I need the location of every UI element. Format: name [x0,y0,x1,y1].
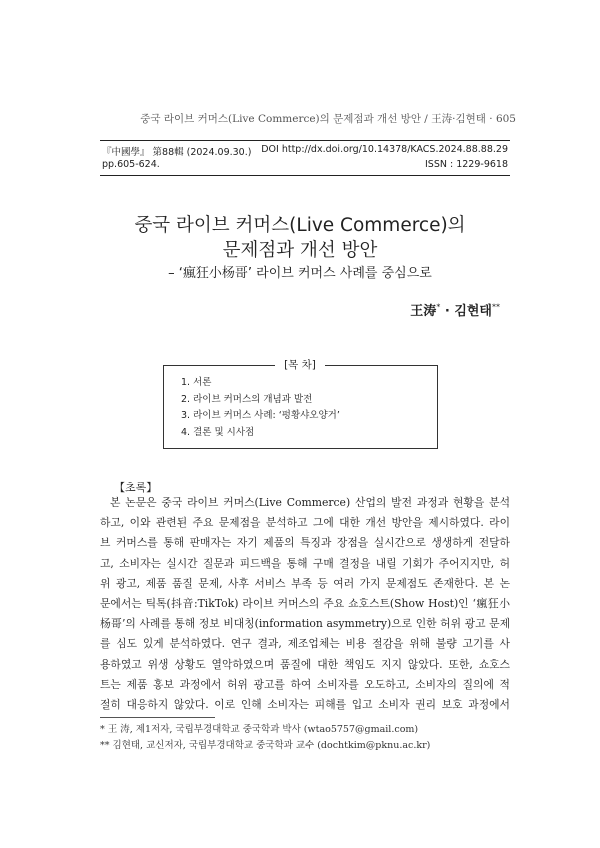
abstract-line: 본 논문은 중국 라이브 커머스(Live Commerce) 산업의 발전 과정과 현황을 분석 [110,496,510,509]
abstract-line: 고, 소비자는 실시간 질문과 피드백을 통해 구매 결정을 내릴 기회가 주어지지만, 허 [100,556,510,570]
abstract-label: 【초록】 [114,481,158,494]
toc-item[interactable]: 1. 서론 [181,377,212,388]
paper-subtitle: – ‘瘋狂小杨哥’ 라이브 커머스 사례를 중심으로 [168,266,432,281]
abstract-line: 杨哥’의 사례를 통해 정보 비대칭(information asymmetry)으로 인한 허위 광고 문제 [100,617,510,631]
publication-info-box [100,140,510,176]
abstract-line: 절히 대응하지 않았다. 이로 인해 소비자는 피해를 입고 소비자 권리 보호 과정에서 [100,697,510,711]
footnote-author-2: ** 김현태, 교신저자, 국립부경대학교 중국학과 교수 (dochtkim@pknu.ac.kr) [100,740,431,751]
table-of-contents [163,365,438,449]
toc-item[interactable]: 3. 라이브 커머스 사례: ‘펑황샤오양거’ [181,410,340,421]
paper-title-line-1: 중국 라이브 커머스(Live Commerce)의 [134,215,466,236]
abstract-line: 를 심도 있게 분석하였다. 연구 결과, 제조업체는 비용 절감을 위해 불량 고기를 사 [100,637,510,651]
abstract-line: 하고, 이와 관련된 주요 문제점을 분석하고 그에 대한 개선 방안을 제시하였다. 라이 [100,516,510,530]
journal-issue: 『中國學』 第88輯 (2024.09.30.) [102,147,252,158]
toc-heading: [목 차] [275,359,325,371]
abstract-line: 용하였고 위생 상황도 열악하였으며 품질에 대한 책임도 지지 않았다. 또한, 쇼호스 [100,657,510,671]
author-separator: · [440,304,455,319]
abstract-body [100,493,510,715]
toc-item[interactable]: 4. 결론 및 시사점 [181,426,255,438]
author-1: 王涛 [410,304,437,319]
author-1-mark: * [436,302,441,312]
doi-link[interactable]: DOI http://dx.doi.org/10.14378/KACS.2024.88.88.29 [261,144,508,155]
footnote-author-1: * 王 涛, 제1저자, 국립부경대학교 중국학과 박사 (wtao5757@gmail.com) [100,724,419,735]
toc-heading-wrap [0,353,600,372]
toc-list [181,375,340,441]
abstract-line: 위 광고, 제품 품질 문제, 사후 서비스 부족 등 여러 가지 문제점도 존재한다. 본 논 [100,576,510,590]
footnote-rule [100,717,215,718]
paper-title-line-2: 문제점과 개선 방안 [222,240,378,261]
abstract-line: 브 커머스를 통해 판매자는 자기 제품의 특징과 장점을 실시간으로 생생하게 전달하 [100,536,510,550]
issn: ISSN : 1229-9618 [425,159,508,170]
abstract-line: 문에서는 틱톡(抖音:TikTok) 라이브 커머스의 주요 쇼호스트(Show Host)인 ‘瘋狂小 [100,596,510,610]
toc-item[interactable]: 2. 라이브 커머스의 개념과 발전 [181,393,313,405]
author-2: 김현태 [454,304,492,319]
author-2-mark: ** [492,302,500,312]
authors [410,300,500,319]
running-head: 중국 라이브 커머스(Live Commerce)의 문제점과 개선 방안 / 王涛·김현태 · 605 [140,113,516,125]
page-range: pp.605-624. [102,159,160,170]
abstract-line: 트는 제품 홍보 과정에서 허위 광고를 하여 소비자를 오도하고, 소비자의 질의에 적 [100,677,510,691]
